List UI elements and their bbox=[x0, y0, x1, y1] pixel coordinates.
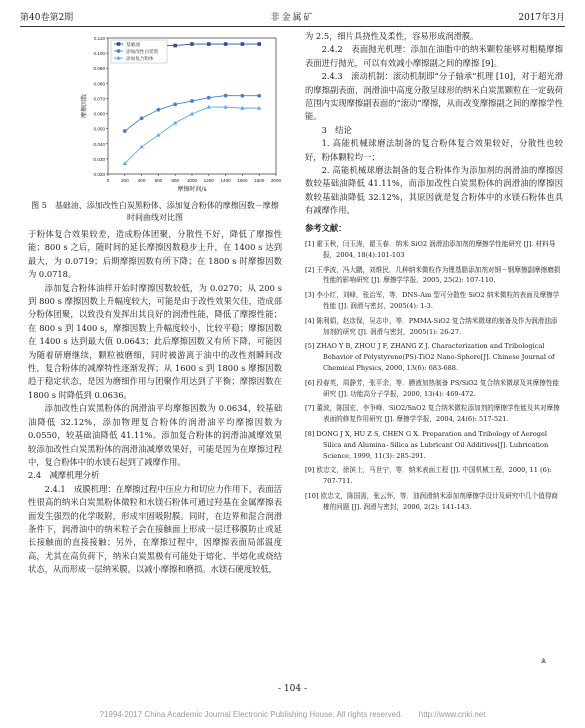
paragraph-2: 添加复合粉体油样开始时摩擦因数较低，为 0.0270；从 200 s 到 800 s 摩擦因数上升幅度较大，可能是由于改性效果欠佳，造成部分粉体团聚，以致没有发挥出其良好的润滑性能，降低了摩擦性能；在 800 s 到 1400 s，摩擦因数上升幅度较小，比较平稳；摩擦因数在 1400 s 达到最大值 0.0643；此后摩擦因数又有所下降，可能因为随着研磨继续，颗粒被磨细，同时被游离于油中的改性剂瞬间改性，复合粉体的减摩特性逐渐发挥；从 1600 s 到 1800 s 摩擦因数趋于稳定状态，是因为磨细作用与团聚作用达到了平衡；摩擦因数在 1800 s 时降低到 0.0636。 bbox=[28, 282, 282, 400]
friction-coefficient-chart bbox=[28, 30, 282, 198]
y-tick-label: 0.030 bbox=[93, 156, 105, 162]
data-point-circle bbox=[241, 94, 245, 98]
data-point-circle bbox=[173, 102, 177, 106]
data-point-circle bbox=[257, 94, 261, 98]
y-tick-label: 0.060 bbox=[93, 111, 105, 117]
data-point-square bbox=[224, 42, 228, 46]
data-point-circle bbox=[157, 108, 161, 112]
reference-item: [10] 欧忠文，陈国需，张云怀，等．油润滑纳米添加剂摩擦学设计及研究中几个值得商榷的问题 [J]. 润滑与密封，2006, 2(2): 141-143. bbox=[305, 492, 559, 511]
series-line bbox=[125, 107, 259, 163]
paragraph-2-4-2: 2.4.2 表面抛光机理：添加在油脂中的纳米颗粒能够对粗糙摩擦表面进行抛光，可以有效减小摩擦副之间的摩擦 [9]。 bbox=[305, 44, 563, 68]
reference-item: [7] 董波，陈国宏，李争峰．SiO2/SnO2 复合纳米微粒添加剂的摩擦学性能及其对摩擦表面的修复作用研究 [J]. 摩擦学学报，2004, 24(6): 517-521. bbox=[305, 404, 560, 424]
x-tick-label: 1200 bbox=[203, 178, 214, 183]
data-point-square bbox=[190, 42, 194, 46]
reference-item: [9] 欧忠文，徐滨士，马世宁，等．纳米表面工程 [J]. 中国机械工程，2000, 11 (6): 707-711. bbox=[305, 466, 552, 486]
right-column bbox=[305, 30, 563, 517]
x-tick-label: 800 bbox=[171, 178, 180, 183]
data-point-circle bbox=[224, 94, 228, 98]
x-tick-label: 0 bbox=[106, 178, 110, 183]
y-axis-label: 摩擦因数 bbox=[81, 93, 88, 119]
data-point-triangle bbox=[156, 133, 160, 137]
section-2-4-heading: 2.4 减摩机理分析 bbox=[28, 470, 100, 481]
y-tick-label: 0.110 bbox=[93, 36, 105, 41]
legend-label: 添加改性白炭黑 bbox=[126, 50, 159, 55]
references-title: 参考文献： bbox=[305, 222, 347, 233]
paragraph-1: 于粉体复合效果较差，造成粉体团聚，分散性不好，降低了摩擦性能；800 s 之后，随时间的延长摩擦因数稳步上升，在 1400 s 达到最大，为 0.0719；后期摩擦因数有所下降；在 1800 s 时摩擦因数为 0.0718。 bbox=[28, 229, 282, 280]
left-column bbox=[28, 30, 282, 577]
data-point-circle bbox=[117, 49, 121, 53]
conclusion-1: 1. 高能机械球磨法制备的复合粉体复合效果较好，分散性也较好，粉体颗粒均一； bbox=[305, 138, 563, 162]
paragraph-2-4-3: 2.4.3 滚动机制：滚动机制即“分子轴承”机理 [10]，对于超光滑的摩擦副表面，润滑油中高度分散呈球形的纳米白炭黑颗粒在一定载荷范围内实现摩擦副表面的“滚动”摩擦，从而改变摩擦副之间的摩擦学性能。 bbox=[305, 71, 563, 122]
x-tick-label: 1800 bbox=[254, 178, 265, 183]
publisher-mark: ⩓ bbox=[541, 656, 547, 666]
x-tick-label: 1400 bbox=[220, 178, 231, 183]
y-tick-label: 0.100 bbox=[93, 51, 105, 57]
data-point-square bbox=[117, 42, 121, 46]
page-number: - 104 - bbox=[278, 684, 307, 694]
header-rule bbox=[20, 26, 565, 27]
data-point-triangle bbox=[140, 145, 144, 149]
data-point-square bbox=[207, 42, 211, 46]
x-tick-label: 1000 bbox=[186, 178, 198, 183]
figure-caption-text: 基础油、添加改性白炭黑粉体、添加复合粉体的摩擦因数－摩擦时间曲线对比图 bbox=[54, 201, 279, 222]
reference-item: [1] 霍玉秋，闫玉涛，翟玉春．纳米 SiO2 润滑油添加剂的摩擦学性能研究 [J]. 材料导报，2004, 18(4):101-103 bbox=[305, 240, 556, 259]
conclusion-2: 2. 高能机械球磨法制备的复合粉体作为添加剂的润滑油的摩擦因数较基础油降低 41.11%，而添加改性白炭黑粉体的润滑油的摩擦因数较基础油降低 32.12%，其原因就是复合粉体中的水镁石粉体也具有减摩作用。 bbox=[305, 165, 563, 216]
reference-item: [3] 李小红，刘峰，张治军，等．DNS-Am 型可分散性 SiO2 纳米微粒的表面及摩擦学性能 [J]. 润滑与密封，2005(4): 1-3. bbox=[305, 291, 560, 311]
reference-item: [5] ZHAO Y B, ZHOU J F, ZHANG Z J. Characterization and Tribological Behavior of Polystyrene(PS)-TiO2 Nano-Sphere[J]. Chinese Journal of Chemical Physics, 2000, 13(6): 683-688. bbox=[305, 342, 555, 373]
reference-item: [2] 王季波，冯大鹏，刘维民．几种纳米微粒作为锂基脂添加剂对钢－钢摩擦副摩擦磨损性能的影响研究 [J]. 摩擦学学报，2005, 25(2): 107-110. bbox=[305, 265, 561, 285]
paragraph-2-4-1: 2.4.1 成膜机理：在摩擦过程中压应力和切应力作用下，表面活性很高的纳米白炭黑粉体微粒和水镁石粉体可通过羟基在金属摩擦表面发生强烈的化学吸附，形成牢固吸附膜。同时，在边界和混合润滑条件下，润滑油中的纳米粒子会在接触面上形成一层迁移膜防止或延长接触面的直接接触；另外，在摩擦过程中，因摩擦表面局部温度高，尤其在高负荷下，纳米白炭黑极有可能处于熔化、半熔化或烧结状态，从而形成一层纳米膜，以减小摩擦和磨损。水镁石硬度较低， bbox=[28, 483, 282, 575]
data-point-circle bbox=[123, 129, 127, 133]
reference-item: [6] 段春英，周静芳，张平余，等．膜液加热制备 PS/SiO2 复合纳米微球及其摩擦性能研究 [J]. 功能高分子学报，2000, 13(4): 469-472. bbox=[305, 378, 560, 398]
copyright-footer: ?1994-2017 China Academic Journal Electronic Publishing House. All rights reserved. http://www.cnki.net bbox=[99, 710, 486, 719]
y-tick-label: 0.070 bbox=[93, 96, 105, 102]
section-3-heading: 3 结论 bbox=[321, 124, 352, 135]
issue-date: 2017年3月 bbox=[518, 13, 565, 23]
data-point-square bbox=[257, 42, 261, 46]
data-point-circle bbox=[207, 96, 211, 100]
y-tick-label: 0.080 bbox=[93, 81, 105, 87]
data-point-square bbox=[241, 42, 245, 46]
references-list bbox=[305, 239, 563, 513]
data-point-square bbox=[173, 44, 177, 48]
paragraph-continued: 为 2.5，细片具挠性及柔性，容易形成润滑膜。 bbox=[305, 31, 479, 41]
figure-number: 图 5 bbox=[31, 201, 47, 210]
x-tick-label: 400 bbox=[137, 178, 146, 183]
volume-issue: 第40卷第2期 bbox=[20, 13, 74, 23]
x-tick-label: 2000 bbox=[270, 178, 282, 183]
y-tick-label: 0.090 bbox=[93, 66, 105, 72]
y-tick-label: 0.020 bbox=[93, 172, 105, 177]
reference-item: [8] DONG J X, HU Z S, CHEN G X. Preparation and Tribology of Aerogel Silica and Alumina- Silica as Lubricant Oil Additives[J]. Lubrication Science, 1999, 11(3): 285-291. bbox=[305, 430, 549, 460]
data-point-circle bbox=[140, 116, 144, 120]
x-tick-label: 1600 bbox=[237, 178, 248, 183]
legend-label: 添加复合粉体 bbox=[126, 57, 154, 62]
running-header bbox=[20, 10, 565, 24]
y-tick-label: 0.040 bbox=[93, 141, 105, 147]
journal-name: 非金属矿 bbox=[270, 13, 315, 23]
legend-label: 基础油 bbox=[126, 43, 140, 48]
x-tick-label: 600 bbox=[154, 178, 163, 183]
x-tick-label: 200 bbox=[120, 178, 129, 183]
reference-item: [4] 陈利娟，赵彦保，吴志申，等．PMMA-SiO2 复合纳米微球的制备及作为润滑油添加剂的研究 [J]. 润滑与密封，2005(1): 26-27. bbox=[305, 316, 558, 336]
data-point-circle bbox=[190, 99, 194, 103]
figure-caption bbox=[28, 200, 282, 224]
paragraph-3: 添加改性白炭黑粉体的润滑油平均摩擦因数为 0.0634，较基础油降低 32.12%，添加物理复合粉体的润滑油平均摩擦因数为 0.0550，较基础油降低 41.11%。添加复合粉体的润滑油减摩效果较添加改性白炭黑粉体的润滑油减摩效果好，可能是因为在摩擦过程中，复合粉体中的水镁石起到了减摩作用。 bbox=[28, 403, 282, 467]
y-tick-label: 0.050 bbox=[93, 126, 105, 132]
x-axis-label: 摩擦时间/s bbox=[177, 186, 207, 193]
